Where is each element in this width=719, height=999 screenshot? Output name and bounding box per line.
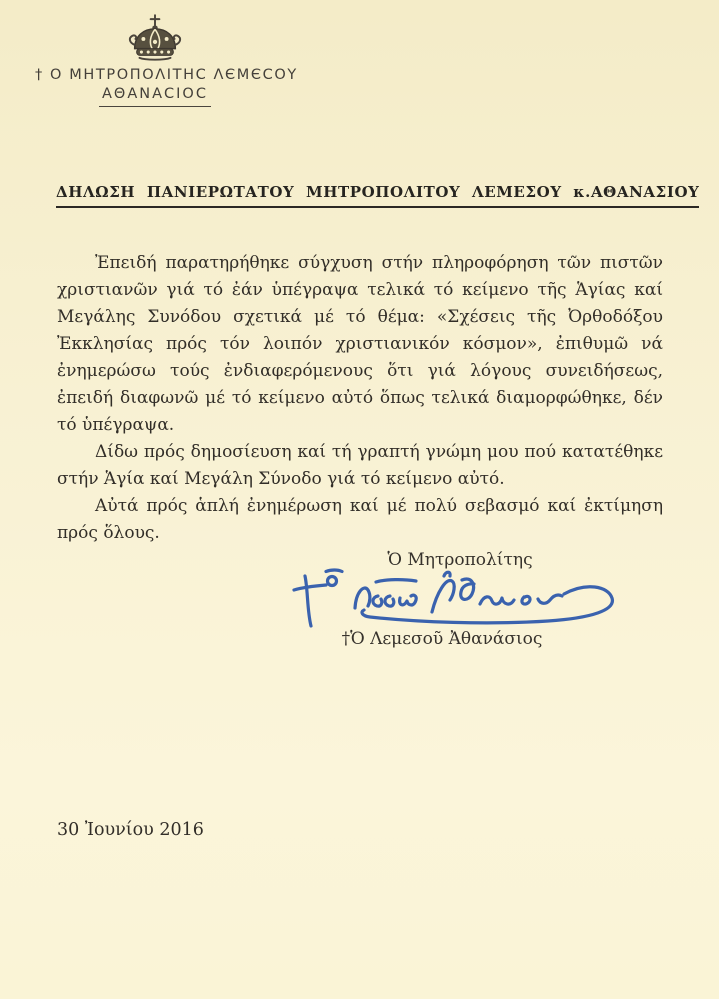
paragraph-2: Δίδω πρός δημοσίευση καί τή γραπτή γνώμη μου πού κατατέθηκε στήν Ἁγία καί Μεγάλη Σύνοδο γιά τό κείμενο αὐτό. (57, 442, 663, 489)
paragraph-3: Αὐτά πρός ἁπλή ἐνημέρωση καί μέ πολύ σεβασμό καί ἐκτίμηση πρός ὅλους. (57, 496, 663, 543)
paragraph-1: Ἐπειδή παρατηρήθηκε σύγχυση στήν πληροφόρηση τῶν πιστῶν χριστιανῶν γιά τό ἐάν ὑπέγραψα τελικά τό κείμενο τῆς Ἁγίας καί Μεγάλης Συνόδου σχετικά μέ τό θέμα: «Σχέσεις τῆς Ὀρθοδόξου Ἐκκλησίας πρός τόν λοιπόν χριστιανικόν κόσμον», ἐπιθυμῶ νά ἐνημερώσω τούς ἐνδιαφερόμενους ὅτι γιά λόγους συνειδήσεως, ἐπειδή διαφωνῶ μέ τό κείμενο αὐτό ὅπως τελικά διαμορφώθηκε, δέν τό ὑπέγραψα. (57, 253, 663, 435)
letterhead (35, 12, 298, 107)
letterhead-title-line: † Ο ΜΗΤΡΟΠΟΛΙΤΗC ΛЄΜЄCΟΥ (35, 67, 298, 83)
letterhead-name-line: ΑΘΑΝΑCΙΟC (102, 86, 208, 102)
printed-name: †Ὁ Λεμεσοῦ Ἀθανάσιος (341, 629, 543, 649)
statement-heading: ΔΗΛΩΣΗ ΠΑΝΙΕΡΩΤΑΤΟΥ ΜΗΤΡΟΠΟΛΙΤΟΥ ΛΕΜΕΣΟΥ κ.ΑΘΑΝΑΣΙΟΥ (56, 183, 699, 208)
letterhead-underline (99, 106, 211, 107)
date-line: 30 Ἰουνίου 2016 (57, 820, 204, 840)
letter-body (57, 250, 663, 547)
crown-icon (124, 12, 186, 64)
closing-line: Ὁ Μητροπολίτης (387, 550, 533, 570)
